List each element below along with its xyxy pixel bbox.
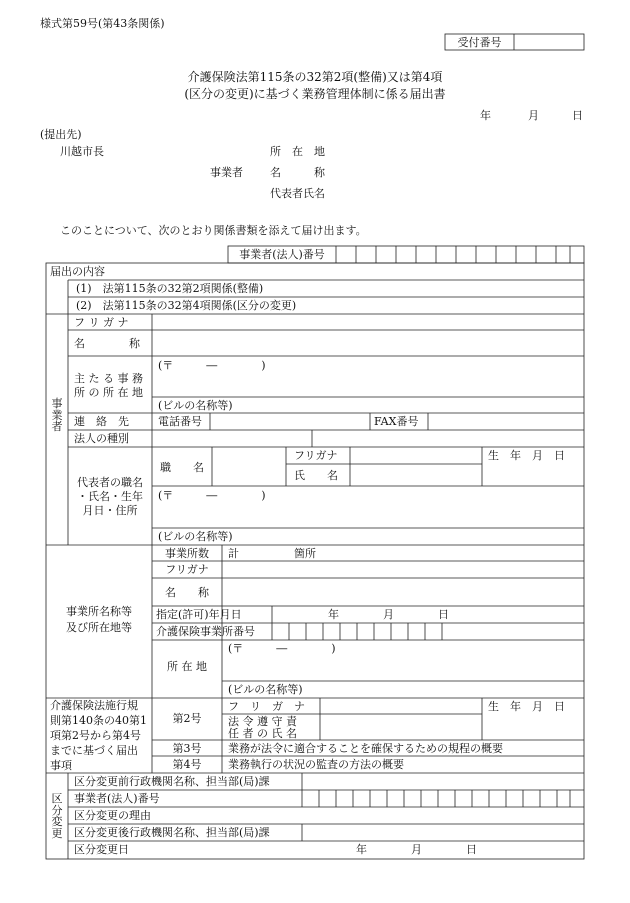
offices-furigana-label: フリガナ — [165, 563, 209, 576]
business-tel-label: 電話番号 — [158, 415, 202, 428]
rules-no2-name-label-1: 法 令 遵 守 責 — [228, 715, 297, 728]
business-office-label-1: 主 た る 事 務 — [74, 372, 143, 385]
business-corp-type-label: 法人の種別 — [74, 432, 129, 445]
business-postal[interactable]: (〒 ― ) — [158, 359, 266, 372]
rep-position-label: 職 名 — [160, 461, 204, 474]
rules-label-4: までに基づく届出 — [50, 744, 138, 757]
submitter-role: 事業者 — [210, 166, 243, 179]
rep-furigana-label: フリガナ — [294, 449, 338, 462]
receipt-number-label: 受付番号 — [457, 36, 502, 49]
rep-label-1: 代表者の職名 — [77, 476, 143, 489]
change-reason-label: 区分変更の理由 — [74, 809, 151, 822]
offices-name-label: 名 称 — [165, 586, 209, 599]
change-date-value[interactable]: 年 月 日 — [356, 843, 477, 856]
offices-label-2: 及び所在地等 — [66, 621, 132, 634]
offices-designation-label: 指定(許可)年月日 — [156, 608, 242, 621]
business-furigana-label: フ リ ガ ナ — [74, 316, 129, 329]
rep-birth-label: 生 年 月 日 — [488, 449, 565, 462]
rules-no2-label: 第2号 — [172, 712, 202, 725]
offices-postal[interactable]: (〒 ― ) — [228, 642, 336, 655]
change-date-label: 区分変更日 — [74, 843, 129, 856]
offices-count-label: 事業所数 — [165, 547, 209, 560]
business-fax-label: FAX番号 — [374, 415, 419, 428]
title-line-2: (区分の変更)に基づく業務管理体制に係る届出書 — [184, 87, 446, 101]
submitter-rep-label: 代表者氏名 — [270, 187, 325, 200]
title-line-1: 介護保険法第115条の32第2項(整備)又は第4項 — [187, 70, 443, 84]
change-after-label: 区分変更後行政機関名称、担当部(局)課 — [74, 826, 270, 839]
submitter-name-label: 名 称 — [270, 166, 325, 179]
submitter-address-label: 所 在 地 — [270, 145, 325, 158]
rep-building[interactable]: (ビルの名称等) — [158, 530, 233, 543]
corp-number-label: 事業者(法人)番号 — [239, 248, 325, 261]
rules-label-2: 則第140条の40第1 — [50, 714, 147, 727]
business-name-label: 名 称 — [74, 337, 140, 350]
business-contact-label: 連 絡 先 — [74, 415, 129, 428]
rep-label-2: ・氏名・生年 — [77, 490, 143, 503]
rep-postal[interactable]: (〒 ― ) — [158, 489, 266, 502]
change-vertical-label: 区 分 変 更 — [51, 792, 63, 840]
offices-count-value[interactable]: 計 箇所 — [228, 547, 316, 560]
rules-label-5: 事項 — [50, 759, 72, 772]
offices-care-number-label: 介護保険事業所番号 — [156, 625, 255, 638]
intro-text: このことについて、次のとおり関係書類を添えて届け出ます。 — [60, 224, 367, 237]
rules-label-1: 介護保険法施行規 — [50, 699, 138, 712]
business-building[interactable]: (ビルの名称等) — [158, 399, 233, 412]
notice-item-2[interactable]: (2) 法第115条の32第4項関係(区分の変更) — [76, 299, 297, 312]
rules-no3-text: 業務が法令に適合することを確保するための規程の概要 — [228, 742, 503, 755]
rules-no2-furigana-label: フ リ ガ ナ — [228, 700, 305, 713]
submit-to-name: 川越市長 — [60, 145, 104, 158]
notice-item-1[interactable]: (1) 法第115条の32第2項関係(整備) — [76, 282, 264, 295]
rules-no4-label: 第4号 — [172, 758, 202, 771]
change-before-label: 区分変更前行政機関名称、担当部(局)課 — [74, 775, 270, 788]
submit-to-label: (提出先) — [40, 128, 82, 141]
rules-label-3: 項第2号から第4号 — [50, 729, 141, 742]
rules-no4-text: 業務執行の状況の監査の方法の概要 — [228, 758, 404, 771]
rep-name-label: 氏 名 — [294, 469, 338, 482]
rules-no3-label: 第3号 — [172, 742, 202, 755]
business-vertical-label: 事 業 者 — [51, 397, 63, 434]
notice-label: 届出の内容 — [50, 265, 105, 278]
form-number: 様式第59号(第43条関係) — [40, 17, 165, 30]
offices-designation-date[interactable]: 年 月 日 — [328, 608, 449, 621]
rules-no2-name-label-2: 任 者 の 氏 名 — [228, 727, 297, 740]
rep-label-3: 月日・住所 — [82, 504, 138, 517]
rules-no2-birth-label: 生 年 月 日 — [488, 700, 565, 713]
date-month: 月 — [528, 109, 539, 122]
offices-address-label: 所 在 地 — [167, 660, 207, 673]
offices-label-1: 事業所名称等 — [66, 605, 132, 618]
date-year: 年 — [480, 109, 491, 122]
change-corp-number-label: 事業者(法人)番号 — [74, 792, 160, 805]
date-day: 日 — [572, 109, 583, 122]
offices-building[interactable]: (ビルの名称等) — [228, 683, 303, 696]
business-office-label-2: 所 の 所 在 地 — [74, 386, 143, 399]
